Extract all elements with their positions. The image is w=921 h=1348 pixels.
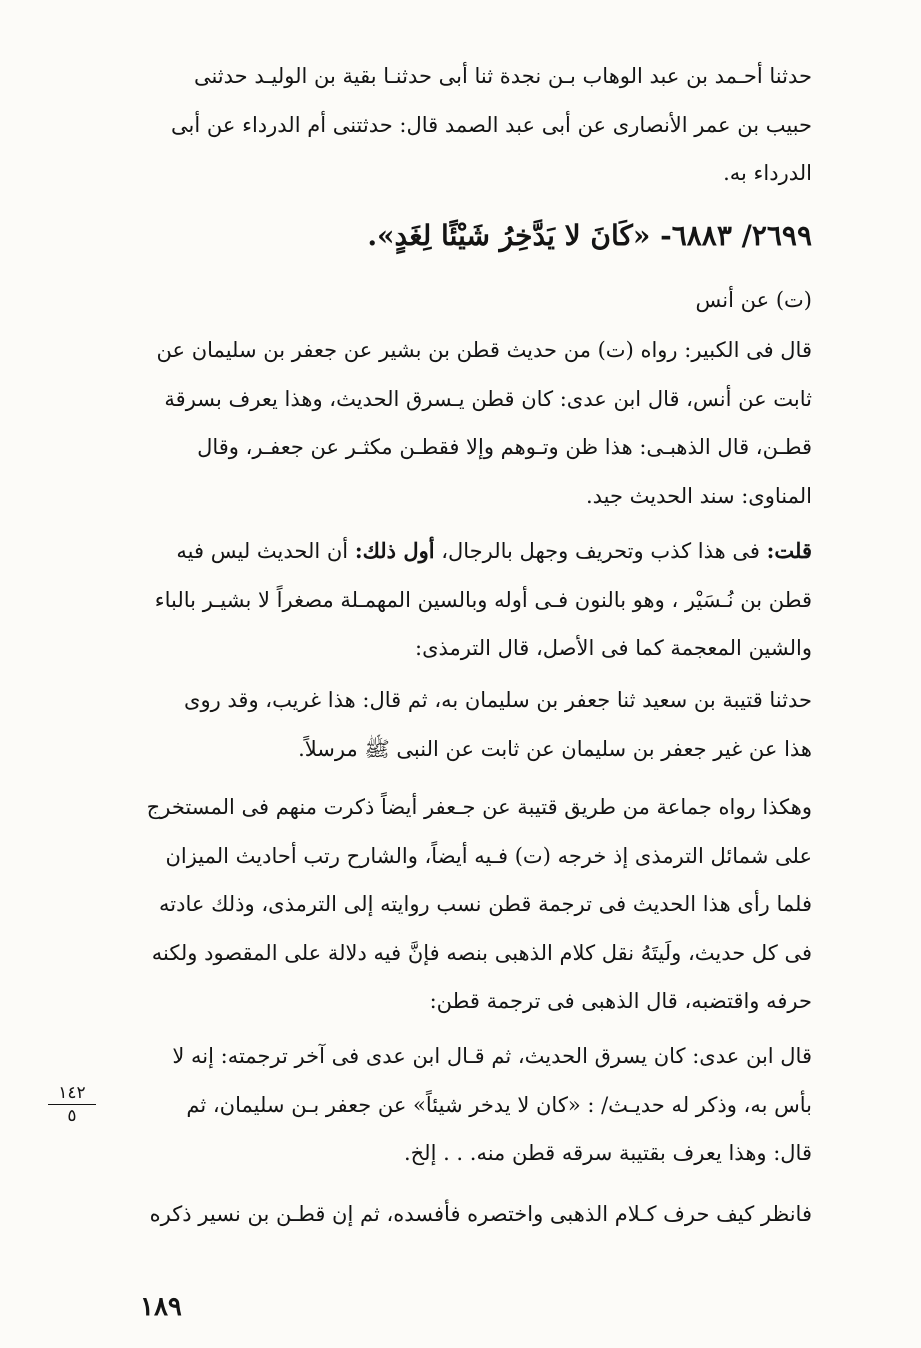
source-label: (ت) عن أنس <box>695 288 812 312</box>
text-line: فلما رأى هذا الحديث فى ترجمة قطن نسب روايته إلى الترمذى، وذلك عادته <box>159 892 812 916</box>
paragraph-commentary <box>102 326 812 520</box>
text-fragment: أن الحديث ليس فيه <box>176 539 355 563</box>
paragraph-critique <box>102 527 812 673</box>
text-line: حرفه واقتضبه، قال الذهبى فى ترجمة قطن: <box>429 989 812 1013</box>
paragraph-isnad <box>102 52 812 198</box>
text-line: حدثنا قتيبة بن سعيد ثنا جعفر بن سليمان به، ثم قال: هذا غريب، وقد روى <box>184 688 812 712</box>
text-line: قطـن، قال الذهبـى: هذا ظن وتـوهم وإلا فقطـن مكثـر عن جعفـر، وقال <box>197 435 812 459</box>
paragraph-quote <box>102 1032 812 1178</box>
text-line: حبيب بن عمر الأنصارى عن أبى عبد الصمد قال: حدثتنى أم الدرداء عن أبى <box>171 112 812 137</box>
text-fragment: فى هذا كذب وتحريف وجهل بالرجال، <box>434 539 767 563</box>
text-line: والشين المعجمة كما فى الأصل، قال الترمذى: <box>415 636 812 660</box>
text-line: على شمائل الترمذى إذ خرجه (ت) فـيه أيضاً، والشارح رتب أحاديث الميزان <box>165 843 812 868</box>
text-line: ثابت عن أنس، قال ابن عدى: كان قطن يـسرق الحديث، وهذا يعرف بسرقة <box>164 386 812 411</box>
text-line: حدثنا أحـمد بن عبد الوهاب بـن نجدة ثنا أبى حدثنـا بقية بن الوليـد حدثنى <box>193 64 812 88</box>
text-line: قال ابن عدى: كان يسرق الحديث، ثم قـال ابن عدى فى آخر ترجمته: إنه لا <box>172 1044 812 1068</box>
text-line: فانظر كيف حرف كـلام الذهبى واختصره فأفسده، ثم إن قطـن بن نسير ذكره <box>149 1202 812 1226</box>
paragraph-conclusion <box>102 1190 812 1239</box>
page-number: ١٨٩ <box>140 1292 182 1322</box>
paragraph-tirmidhi <box>102 676 812 773</box>
margin-reference-bottom: ٥ <box>67 1106 77 1126</box>
text-line: وهكذا رواه جماعة من طريق قتيبة عن جـعفر أيضاً ذكرت منهم فى المستخرج <box>146 795 812 819</box>
text-line: قطن بن نُـسَيْر ، وهو بالنون فـى أوله وبالسين المهمـلة مصغراً لا بشيـر بالباء <box>154 587 812 612</box>
paragraph-explanation <box>102 783 812 1026</box>
margin-reference-top: ١٤٢ <box>48 1082 96 1105</box>
text-line: قال: وهذا يعرف بقتيبة سرقه قطن منه. . . إلخ. <box>403 1141 812 1165</box>
hadith-heading: ٢٦٩٩/ ٦٨٨٣- «كَانَ لا يَدَّخِرُ شَيْئًا لِغَدٍ». <box>367 219 812 252</box>
bold-phrase: أول ذلك: <box>354 538 435 563</box>
text-line: بأس به، وذكر له حديـث/ : «كان لا يدخر شيئاً» عن جعفر بـن سليمان، ثم <box>186 1092 812 1117</box>
text-line: الدرداء به. <box>723 161 812 185</box>
margin-page-reference <box>48 1082 96 1127</box>
text-line: قال فى الكبير: رواه (ت) من حديث قطن بن بشير عن جعفر بن سليمان عن <box>156 338 812 362</box>
text-line: فى كل حديث، ولَيتَهُ نقل كلام الذهبى بنصه فإنَّ فيه دلالة على المقصود ولكنه <box>151 940 812 965</box>
text-line: هذا عن غير جعفر بن سليمان عن ثابت عن النبى ﷺ مرسلاً. <box>298 736 812 761</box>
lead-bold: قلت: <box>766 538 812 563</box>
text-line: المناوى: سند الحديث جيد. <box>585 483 812 508</box>
text-line <box>102 527 812 576</box>
